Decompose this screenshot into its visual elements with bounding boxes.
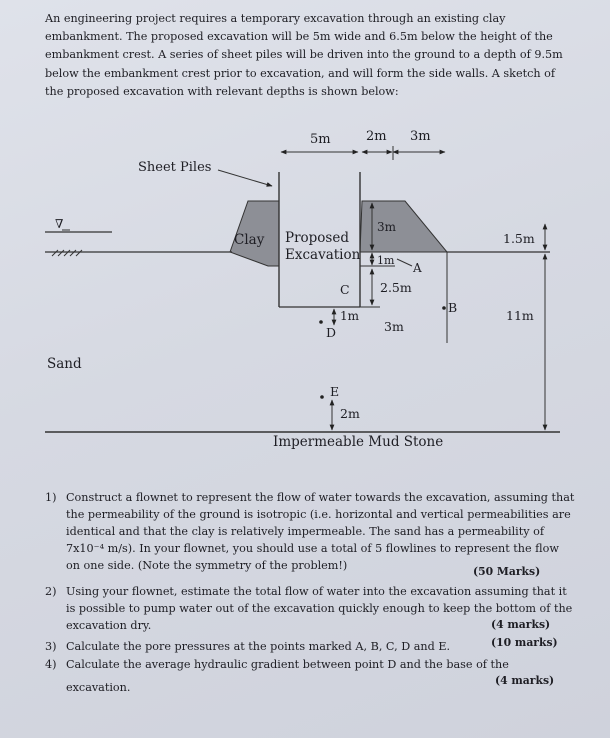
question-line: on one side. (Note the symmetry of the problem!) [66,559,348,572]
dim-5m-label: 5m [310,132,331,147]
point-b-label: B [448,300,458,315]
question-line: Construct a flownet to represent the flow of water towards the excavation, assuming that [66,491,575,504]
proposed-label: Proposed [285,230,349,246]
point-c-label: C [340,282,350,297]
sheet-piles-label: Sheet Piles [138,160,212,175]
question-1-marks: (50 Marks) [473,565,541,578]
dim-2m-label: 2m [366,129,387,144]
intro-line: embankment. The proposed excavation will be 5m wide and 6.5m below the height of the [45,30,553,44]
clay-label: Clay [234,232,265,248]
question-4-marks: (4 marks) [495,674,555,687]
question-line: the permeability of the ground is isotropic (i.e. horizontal and vertical permeabilities are [66,508,571,521]
question-number: 4) [45,658,57,671]
sand-label: Sand [47,356,82,372]
point-d-label: D [326,325,337,340]
dim-3m-low-label: 3m [384,319,404,334]
dim-11m-label: 11m [506,308,534,323]
dim-2-5m-label: 2.5m [380,280,412,295]
intro-line: embankment crest. A series of sheet piles will be driven into the ground to a depth of 9.5m [45,48,563,62]
intro-line: the proposed excavation with relevant depths is shown below: [45,84,399,98]
point-a-label: A [413,261,422,275]
question-line: Using your flownet, estimate the total flow of water into the excavation assuming that it [66,585,567,598]
point-a-leader [397,259,412,266]
question-line: Calculate the average hydraulic gradient between point D and the base of the [66,658,509,671]
point-b-marker [442,306,446,310]
question-line: identical and that the clay is relatively impermeable. The sand has a permeability of [66,525,544,538]
question-line: excavation. [66,681,131,694]
dim-3m-label: 3m [410,129,431,144]
question-number: 2) [45,585,57,598]
dim-3m-slope-label: 3m [377,220,397,234]
question-number: 3) [45,640,57,653]
point-e-marker [320,395,324,399]
point-d-marker [319,320,323,324]
dim-1-5m-label: 1.5m [503,231,535,246]
question-line: 7x10⁻⁴ m/s). In your flownet, you should use a total of 5 flowlines to represent the flow [66,542,559,555]
question-line: Calculate the pore pressures at the points marked A, B, C, D and E. [66,640,451,653]
ground-hatch-symbol [52,250,82,256]
dim-2m-e-label: 2m [340,406,360,421]
question-3-marks: (10 marks) [491,636,558,649]
excavation-label: Excavation [285,247,361,263]
question-line: excavation dry. [66,619,152,632]
mudstone-label: Impermeable Mud Stone [273,434,444,450]
water-table-symbol: ∇ [55,217,64,231]
intro-line: An engineering project requires a temporary excavation through an existing clay [45,12,506,25]
question-number: 1) [45,491,57,504]
clay-embankment-right [360,201,447,252]
dim-1m-d-label: 1m [340,309,360,323]
dim-1m-step-label: 1m [377,254,395,267]
intro-line: below the embankment crest prior to excavation, and will form the side walls. A sketch of [45,66,555,80]
point-e-label: E [330,384,340,399]
question-2-marks: (4 marks) [491,618,551,631]
sheet-piles-arrow [218,170,272,186]
question-line: is possible to pump water out of the excavation quickly enough to keep the bottom of the [66,602,573,615]
